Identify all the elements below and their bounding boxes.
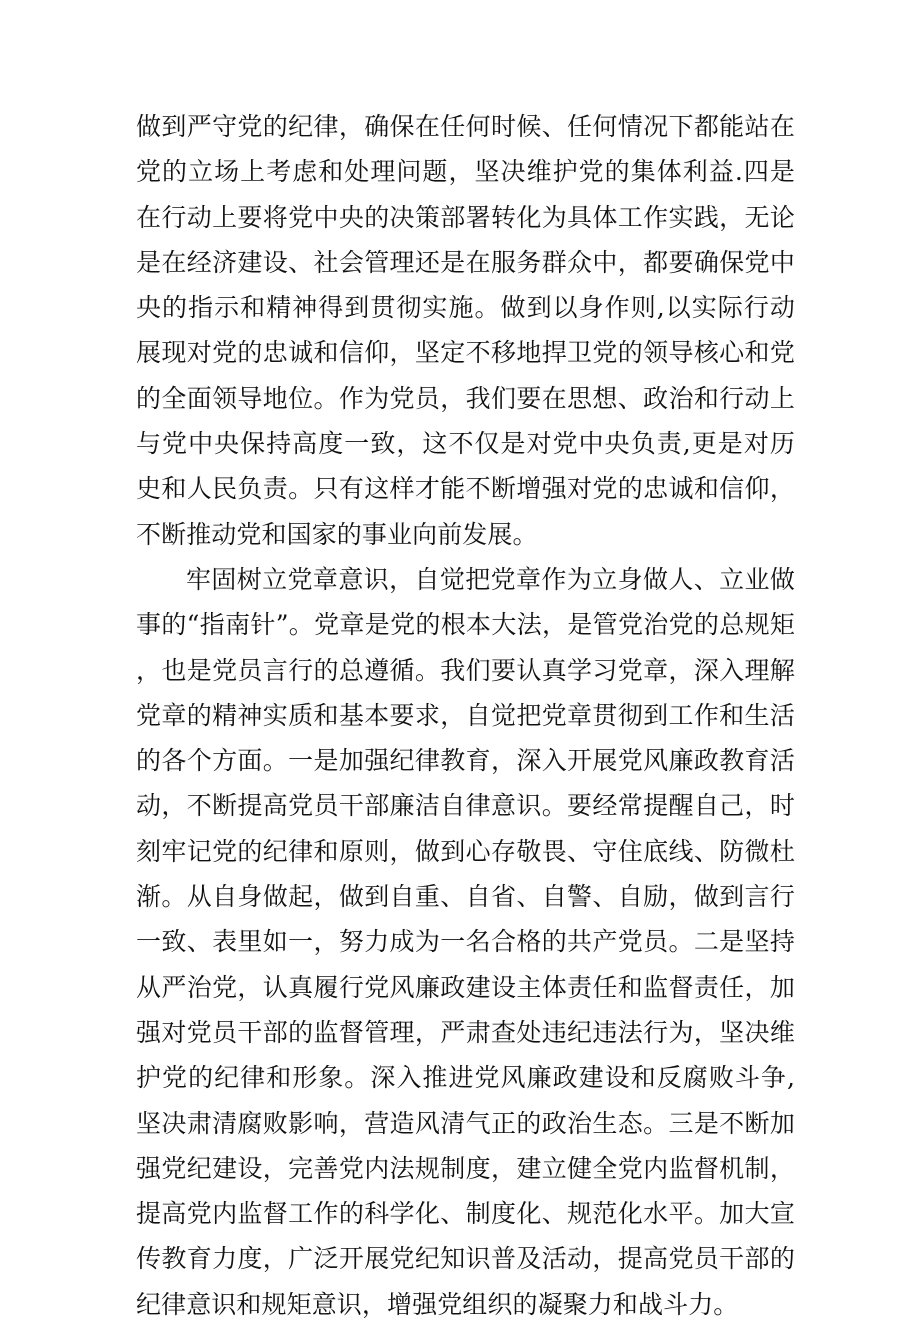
paragraph-party-constitution-awareness: 牢固树立党章意识，自觉把党章作为立身做人、立业做事的“指南针”。党章是党的根本大法，是管党治党的总规矩，也是党员言行的总遵循。我们要认真学习党章，深入理解党章的精神实质和基本要求，自觉把党章贯彻到工作和生活的各个方面。一是加强纪律教育，深入开展党风廉政教育活动，不断提高党员干部廉洁自律意识。要经常提醒自己，时刻牢记党的纪律和原则，做到心存敬畏、守住底线、防微杜渐。从自身做起，做到自重、自省、自警、自励，做到言行一致、表里如一，努力成为一名合格的共产党员。二是坚持从严治党，认真履行党风廉政建设主体责任和监督责任，加强对党员干部的监督管理，严肃查处违纪违法行为，坚决维护党的纪律和形象。深入推进党风廉政建设和反腐败斗争,坚决肃清腐败影响，营造风清气正的政治生态。三是不断加强党纪建设，完善党内法规制度，建立健全党内监督机制，提高党内监督工作的科学化、制度化、规范化水平。加大宣传教育力度，广泛开展党纪知识普及活动，提高党员干部的纪律意识和规矩意识，增强党组织的凝聚力和战斗力。 bbox=[136, 564, 795, 1319]
paragraph-party-discipline-continuation: 做到严守党的纪律，确保在任何时候、任何情况下都能站在党的立场上考虑和处理问题，坚决维护党的集体利益.四是在行动上要将党中央的决策部署转化为具体工作实践，无论是在经济建设、社会管理还是在服务群众中，都要确保党中央的指示和精神得到贯彻实施。做到以身作则,以实际行动展现对党的忠诚和信仰，坚定不移地捍卫党的领导核心和党的全面领导地位。作为党员，我们要在思想、政治和行动上与党中央保持高度一致，这不仅是对党中央负责,更是对历史和人民负责。只有这样才能不断增强对党的忠诚和信仰，不断推动党和国家的事业向前发展。 bbox=[136, 112, 795, 549]
document-body bbox=[136, 104, 795, 1327]
